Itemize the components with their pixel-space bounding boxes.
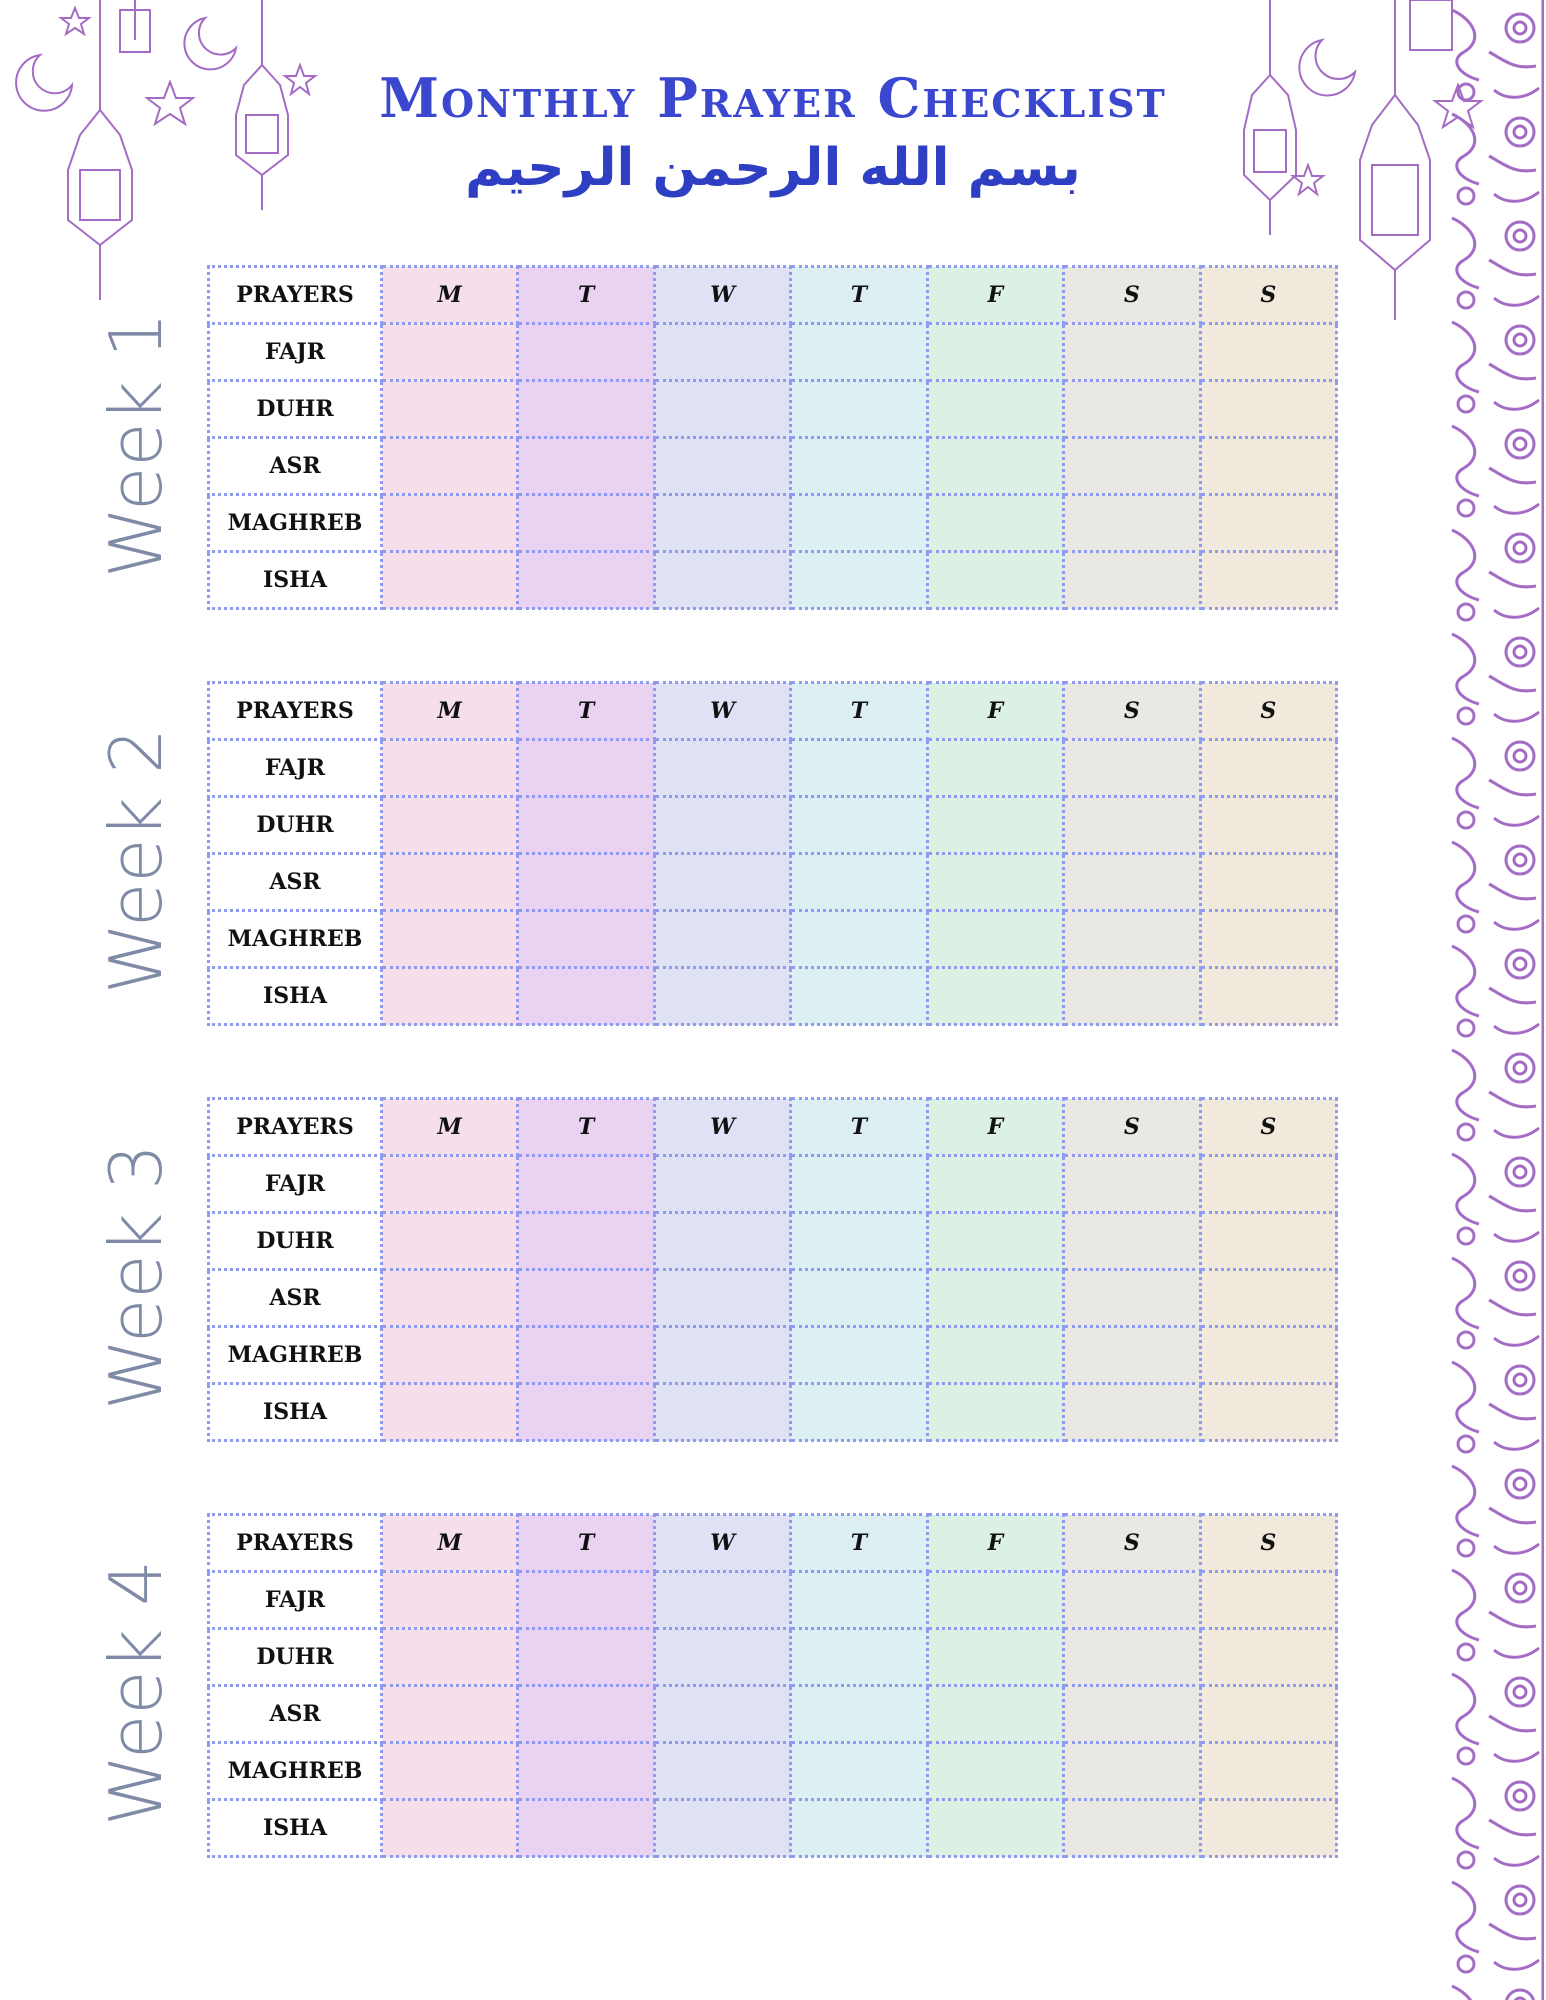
table-header-row [209,1515,1337,1572]
checkbox-cell[interactable] [1200,495,1336,552]
day-header: M [382,267,518,324]
checkbox-cell[interactable] [1200,1800,1336,1857]
checkbox-cell[interactable] [654,1629,790,1686]
checkbox-cell[interactable] [791,324,927,381]
checkbox-cell[interactable] [927,1572,1063,1629]
checkbox-cell[interactable] [927,1743,1063,1800]
checkbox-cell[interactable] [1200,1743,1336,1800]
checkbox-cell[interactable] [1064,324,1200,381]
checkbox-cell[interactable] [382,495,518,552]
checkbox-cell[interactable] [1064,1800,1200,1857]
day-header: F [927,267,1063,324]
day-header: W [654,1099,790,1156]
checkbox-cell[interactable] [654,1270,790,1327]
day-header: S [1064,267,1200,324]
prayer-label: MAGHREB [209,1743,382,1800]
checkbox-cell[interactable] [791,1384,927,1441]
checkbox-cell[interactable] [927,1327,1063,1384]
checkbox-cell[interactable] [1200,438,1336,495]
day-header: W [654,1515,790,1572]
prayer-table [207,681,1338,1026]
week-label: Week 3 [94,1144,178,1410]
checkbox-cell[interactable] [927,1384,1063,1441]
checkbox-cell[interactable] [1064,854,1200,911]
checkbox-cell[interactable] [654,1156,790,1213]
checkbox-cell[interactable] [791,1629,927,1686]
checkbox-cell[interactable] [1200,1629,1336,1686]
checkbox-cell[interactable] [791,1800,927,1857]
checkbox-cell[interactable] [927,968,1063,1025]
checkbox-cell[interactable] [654,1213,790,1270]
floral-border-pattern [1444,0,1544,2000]
table-row [209,1572,1337,1629]
checkbox-cell[interactable] [518,552,654,609]
day-header: S [1200,1099,1336,1156]
checkbox-cell[interactable] [791,740,927,797]
checkbox-cell[interactable] [654,797,790,854]
day-header: T [791,267,927,324]
checkbox-cell[interactable] [1064,1572,1200,1629]
checkbox-cell[interactable] [518,1572,654,1629]
checkbox-cell[interactable] [654,854,790,911]
checkbox-cell[interactable] [518,381,654,438]
crescent-moon-icon [184,18,236,69]
checkbox-cell[interactable] [927,1213,1063,1270]
checkbox-cell[interactable] [1064,1270,1200,1327]
prayer-label: ASR [209,1686,382,1743]
prayer-label: MAGHREB [209,495,382,552]
prayer-table [207,265,1338,610]
table-row [209,324,1337,381]
prayer-label: FAJR [209,740,382,797]
prayers-header: PRAYERS [209,267,382,324]
star-icon [61,8,89,34]
day-header: M [382,1099,518,1156]
table-row [209,968,1337,1025]
checkbox-cell[interactable] [1064,552,1200,609]
checkbox-cell[interactable] [927,1270,1063,1327]
checkbox-cell[interactable] [654,1743,790,1800]
checkbox-cell[interactable] [654,1327,790,1384]
prayer-label: FAJR [209,324,382,381]
checkbox-cell[interactable] [518,968,654,1025]
checkbox-cell[interactable] [518,1156,654,1213]
checkbox-cell[interactable] [1200,381,1336,438]
checkbox-cell[interactable] [518,854,654,911]
table-row [209,740,1337,797]
prayer-label: FAJR [209,1156,382,1213]
prayer-table [207,1513,1338,1858]
checkbox-cell[interactable] [927,911,1063,968]
week-label: Week 1 [94,312,178,578]
day-header: W [654,267,790,324]
checkbox-cell[interactable] [518,797,654,854]
checkbox-cell[interactable] [791,495,927,552]
table-header-row [209,267,1337,324]
checkbox-cell[interactable] [382,381,518,438]
day-header: T [518,683,654,740]
day-header: T [791,683,927,740]
checkbox-cell[interactable] [654,911,790,968]
day-header: T [518,267,654,324]
checkbox-cell[interactable] [654,438,790,495]
checkbox-cell[interactable] [382,1156,518,1213]
table-row [209,1800,1337,1857]
checkbox-cell[interactable] [1064,1327,1200,1384]
checkbox-cell[interactable] [382,552,518,609]
checkbox-cell[interactable] [654,381,790,438]
checkbox-cell[interactable] [1200,1213,1336,1270]
checkbox-cell[interactable] [1200,1327,1336,1384]
prayer-table [207,1097,1338,1442]
checkbox-cell[interactable] [927,1686,1063,1743]
checkbox-cell[interactable] [654,1572,790,1629]
checkbox-cell[interactable] [791,968,927,1025]
checkbox-cell[interactable] [1064,1156,1200,1213]
checkbox-cell[interactable] [927,381,1063,438]
checkbox-cell[interactable] [1064,381,1200,438]
checkbox-cell[interactable] [791,1213,927,1270]
prayer-label: ASR [209,854,382,911]
checkbox-cell[interactable] [382,1213,518,1270]
table-row [209,381,1337,438]
checkbox-cell[interactable] [791,381,927,438]
checkbox-cell[interactable] [927,854,1063,911]
day-header: F [927,1099,1063,1156]
checkbox-cell[interactable] [791,1327,927,1384]
day-header: M [382,683,518,740]
checkbox-cell[interactable] [654,1384,790,1441]
checkbox-cell[interactable] [518,1270,654,1327]
day-header: S [1200,267,1336,324]
checkbox-cell[interactable] [654,740,790,797]
prayer-label: ISHA [209,552,382,609]
prayer-label: ASR [209,438,382,495]
checkbox-cell[interactable] [1064,495,1200,552]
day-header: S [1200,1515,1336,1572]
checkbox-cell[interactable] [791,1156,927,1213]
week-label: Week 4 [94,1560,178,1826]
prayer-label: ISHA [209,968,382,1025]
checkbox-cell[interactable] [382,1629,518,1686]
prayers-header: PRAYERS [209,1515,382,1572]
checkbox-cell[interactable] [654,552,790,609]
checkbox-cell[interactable] [654,324,790,381]
checkbox-cell[interactable] [518,1629,654,1686]
checkbox-cell[interactable] [382,1686,518,1743]
checkbox-cell[interactable] [518,324,654,381]
checkbox-cell[interactable] [654,1800,790,1857]
checkbox-cell[interactable] [382,1270,518,1327]
prayer-label: DUHR [209,1213,382,1270]
checkbox-cell[interactable] [1200,324,1336,381]
checkbox-cell[interactable] [1064,1629,1200,1686]
day-header: F [927,683,1063,740]
table-row [209,1686,1337,1743]
checkbox-cell[interactable] [382,1800,518,1857]
table-row [209,911,1337,968]
checkbox-cell[interactable] [1064,1384,1200,1441]
table-row [209,1384,1337,1441]
table-row [209,1156,1337,1213]
prayers-header: PRAYERS [209,683,382,740]
day-header: S [1064,683,1200,740]
checkbox-cell[interactable] [382,1327,518,1384]
checkbox-cell[interactable] [1200,1384,1336,1441]
checkbox-cell[interactable] [927,1800,1063,1857]
checkbox-cell[interactable] [518,438,654,495]
checkbox-cell[interactable] [791,797,927,854]
checkbox-cell[interactable] [382,740,518,797]
checkbox-cell[interactable] [927,324,1063,381]
checkbox-cell[interactable] [791,1270,927,1327]
checkbox-cell[interactable] [654,495,790,552]
checkbox-cell[interactable] [518,740,654,797]
checkbox-cell[interactable] [382,911,518,968]
table-row [209,854,1337,911]
prayer-label: DUHR [209,1629,382,1686]
checkbox-cell[interactable] [927,552,1063,609]
prayer-label: ASR [209,1270,382,1327]
checkbox-cell[interactable] [791,1686,927,1743]
checkbox-cell[interactable] [382,1384,518,1441]
checkbox-cell[interactable] [791,552,927,609]
checkbox-cell[interactable] [1200,911,1336,968]
prayer-label: MAGHREB [209,1327,382,1384]
checkbox-cell[interactable] [1200,854,1336,911]
checkbox-cell[interactable] [518,1327,654,1384]
checkbox-cell[interactable] [1064,797,1200,854]
table-row [209,438,1337,495]
checkbox-cell[interactable] [382,438,518,495]
checkbox-cell[interactable] [791,438,927,495]
prayer-label: ISHA [209,1800,382,1857]
table-row [209,1213,1337,1270]
checkbox-cell[interactable] [791,911,927,968]
table-row [209,1743,1337,1800]
table-header-row [209,683,1337,740]
table-row [209,1270,1337,1327]
day-header: T [791,1515,927,1572]
checkbox-cell[interactable] [1064,1213,1200,1270]
checkbox-cell[interactable] [1200,1572,1336,1629]
checkbox-cell[interactable] [382,968,518,1025]
checkbox-cell[interactable] [791,854,927,911]
checkbox-cell[interactable] [927,797,1063,854]
checkbox-cell[interactable] [1064,740,1200,797]
checkbox-cell[interactable] [654,1686,790,1743]
checkbox-cell[interactable] [382,1743,518,1800]
prayer-label: DUHR [209,797,382,854]
page-title: Monthly Prayer Checklist [379,66,1167,130]
prayer-label: FAJR [209,1572,382,1629]
checkbox-cell[interactable] [1200,740,1336,797]
day-header: S [1064,1515,1200,1572]
checkbox-cell[interactable] [518,1384,654,1441]
day-header: S [1064,1099,1200,1156]
basmala-calligraphy: بسم الله الرحمن الرحيم [465,138,1081,198]
checkbox-cell[interactable] [654,968,790,1025]
prayer-label: MAGHREB [209,911,382,968]
checkbox-cell[interactable] [1064,911,1200,968]
prayer-label: DUHR [209,381,382,438]
checkbox-cell[interactable] [518,911,654,968]
day-header: T [518,1515,654,1572]
table-row [209,495,1337,552]
checkbox-cell[interactable] [791,1743,927,1800]
checkbox-cell[interactable] [1200,1156,1336,1213]
day-header: F [927,1515,1063,1572]
checkbox-cell[interactable] [382,797,518,854]
day-header: T [791,1099,927,1156]
checkbox-cell[interactable] [1200,968,1336,1025]
checkbox-cell[interactable] [791,1572,927,1629]
checkbox-cell[interactable] [927,740,1063,797]
checkbox-cell[interactable] [927,495,1063,552]
checkbox-cell[interactable] [518,1686,654,1743]
checkbox-cell[interactable] [1064,1686,1200,1743]
checkbox-cell[interactable] [1200,1270,1336,1327]
checkbox-cell[interactable] [518,1743,654,1800]
checkbox-cell[interactable] [1200,797,1336,854]
prayers-header: PRAYERS [209,1099,382,1156]
checkbox-cell[interactable] [1200,1686,1336,1743]
checkbox-cell[interactable] [927,1629,1063,1686]
week-label: Week 2 [94,728,178,994]
checkbox-cell[interactable] [382,324,518,381]
table-row [209,797,1337,854]
prayer-label: ISHA [209,1384,382,1441]
checkbox-cell[interactable] [1064,968,1200,1025]
checkbox-cell[interactable] [382,1572,518,1629]
checkbox-cell[interactable] [1064,1743,1200,1800]
checkbox-cell[interactable] [518,1213,654,1270]
day-header: W [654,683,790,740]
checkbox-cell[interactable] [927,438,1063,495]
checkbox-cell[interactable] [1064,438,1200,495]
day-header: T [518,1099,654,1156]
table-row [209,552,1337,609]
checkbox-cell[interactable] [1200,552,1336,609]
checkbox-cell[interactable] [382,854,518,911]
checkbox-cell[interactable] [518,1800,654,1857]
checkbox-cell[interactable] [927,1156,1063,1213]
table-header-row [209,1099,1337,1156]
table-row [209,1629,1337,1686]
checkbox-cell[interactable] [518,495,654,552]
table-row [209,1327,1337,1384]
day-header: S [1200,683,1336,740]
day-header: M [382,1515,518,1572]
